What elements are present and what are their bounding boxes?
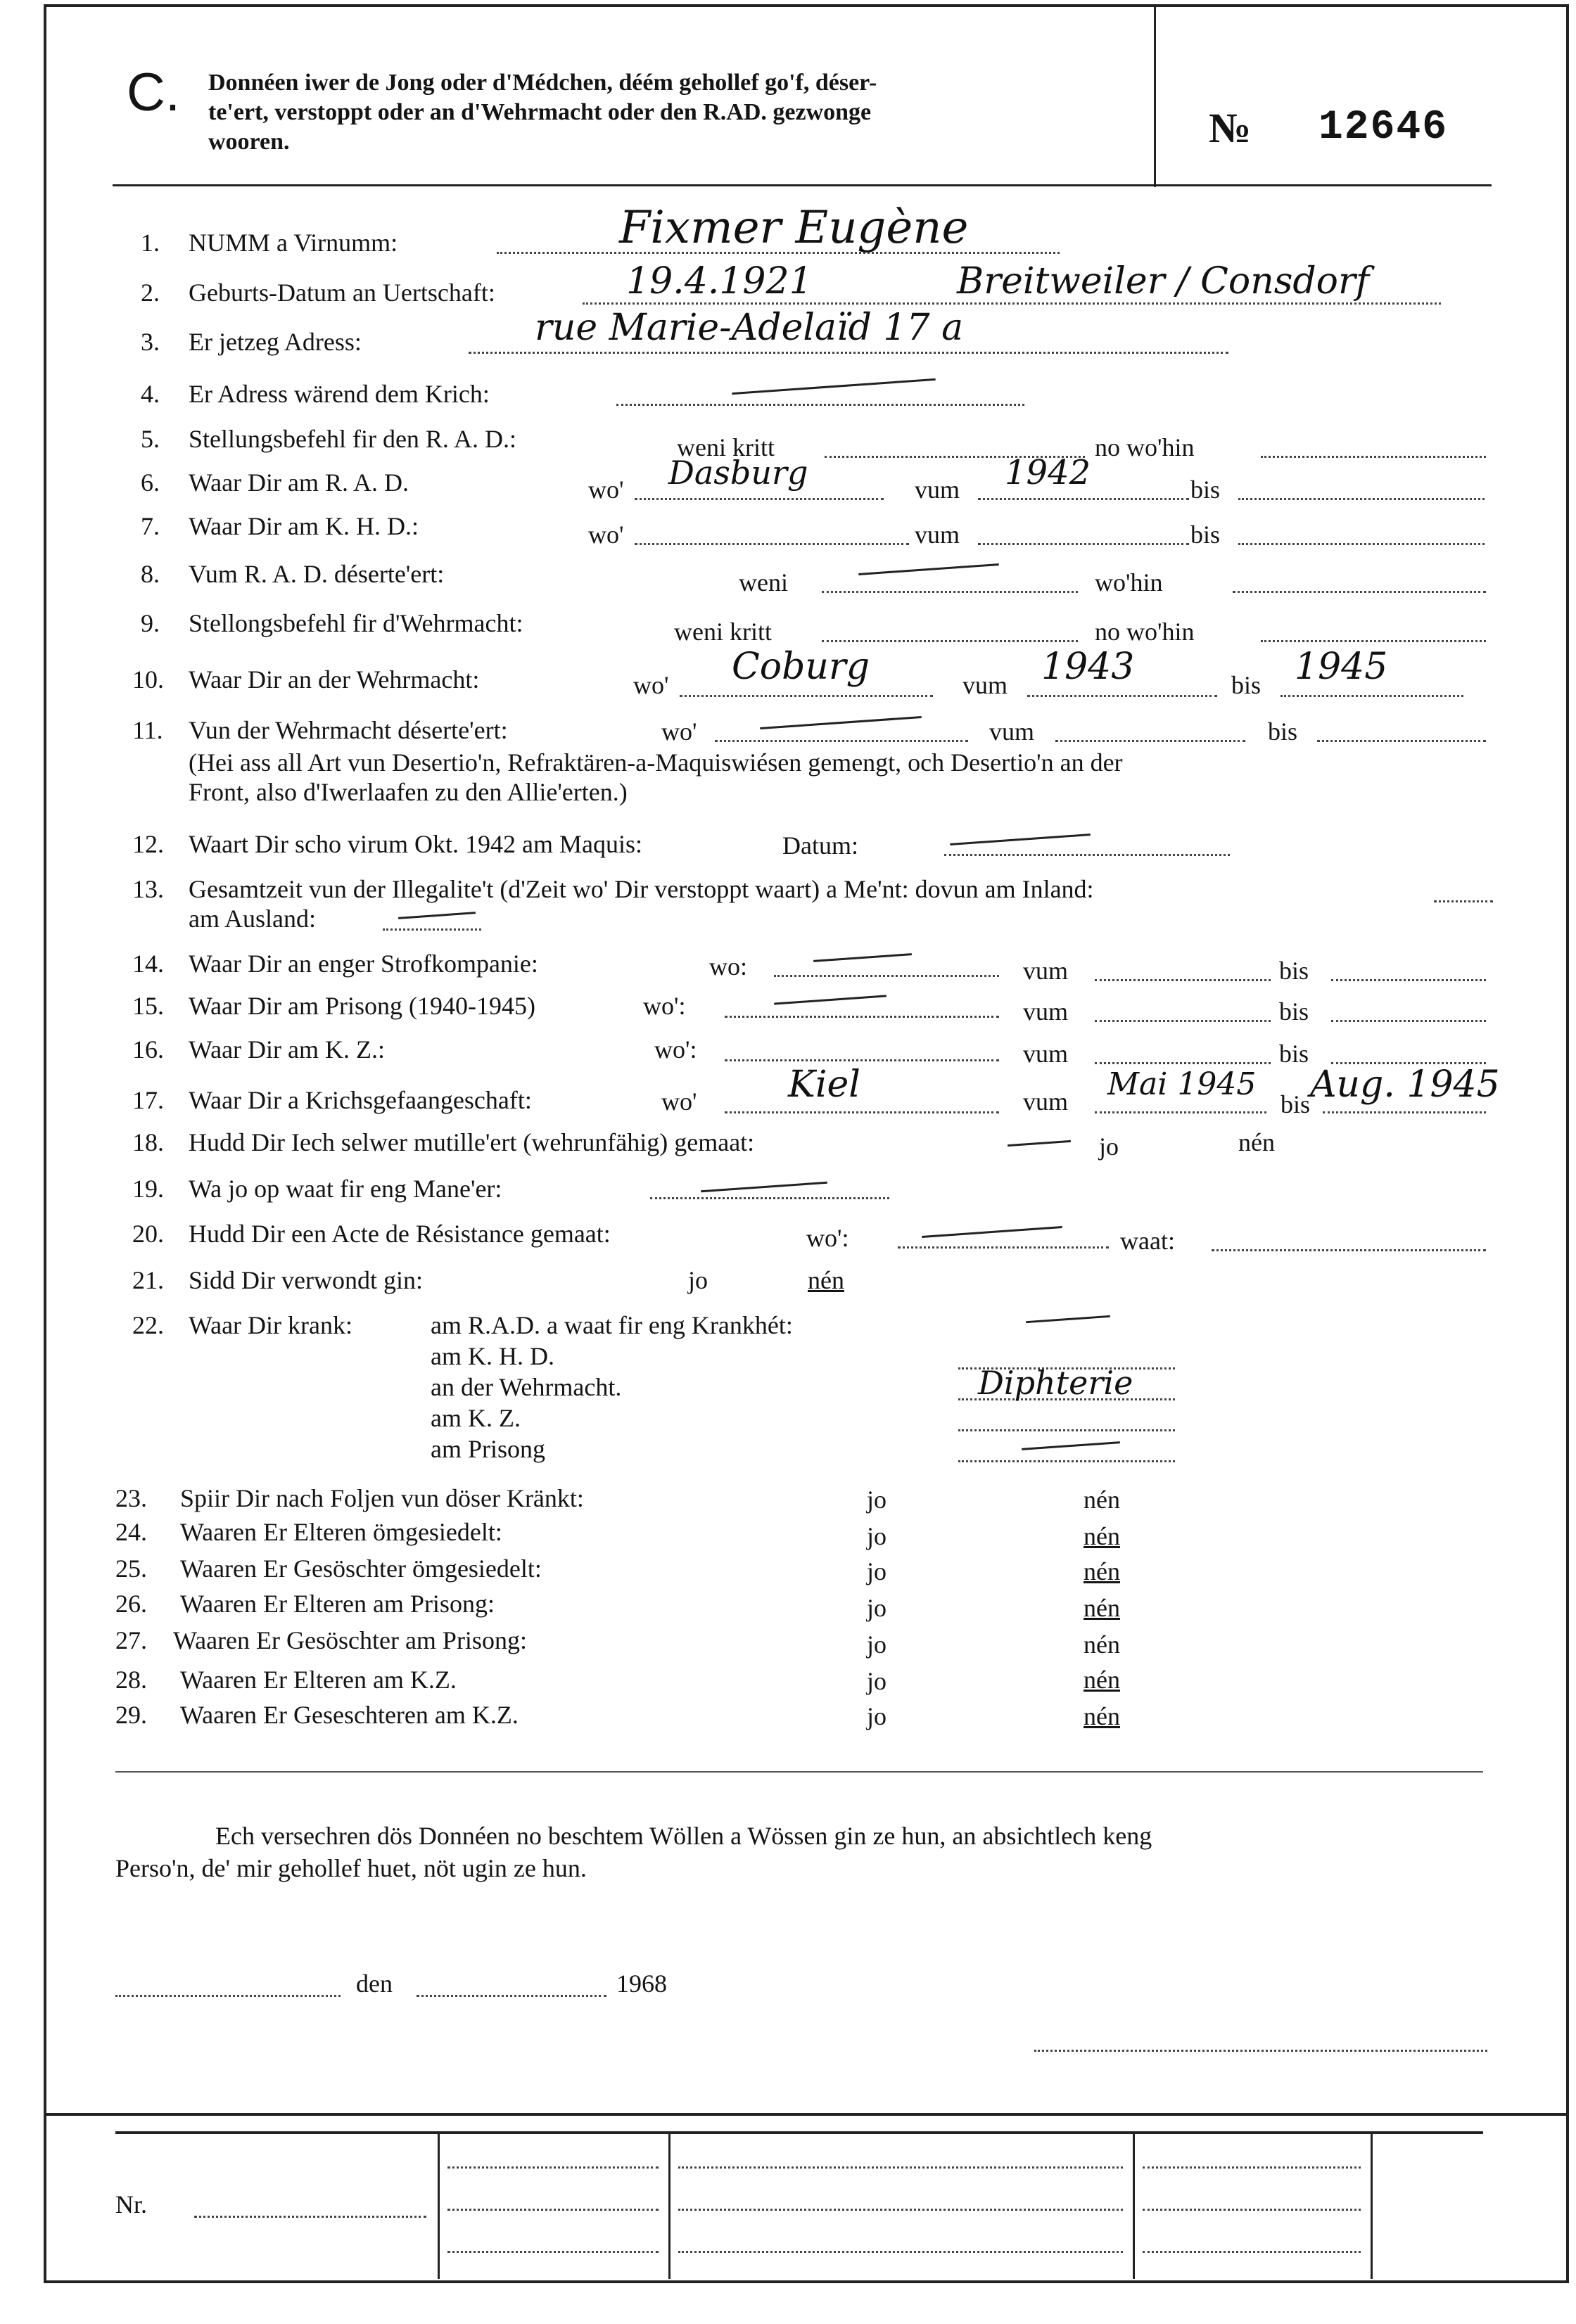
row-22-sub-3: an der Wehrmacht. bbox=[431, 1373, 622, 1401]
row-7-field-c[interactable] bbox=[1238, 543, 1485, 545]
row-24-a: jo bbox=[867, 1522, 887, 1550]
footer-col-1 bbox=[438, 2131, 440, 2279]
row-12-a: Datum: bbox=[782, 831, 858, 860]
row-29-a: jo bbox=[867, 1702, 887, 1730]
header-line-2: te'ert, verstoppt oder an d'Wehrmacht oder den R.AD. gezwonge bbox=[208, 99, 872, 125]
row-2-birth-place: Breitweiler / Consdorf bbox=[957, 260, 1370, 302]
row-17-field-a[interactable] bbox=[725, 1111, 999, 1113]
row-15-field-b[interactable] bbox=[1095, 1020, 1271, 1022]
row-24-label: Waaren Er Elteren ömgesiedelt: bbox=[180, 1518, 502, 1546]
row-25-label: Waaren Er Gesöschter ömgesiedelt: bbox=[180, 1554, 542, 1583]
footer-nr-label: Nr. bbox=[115, 2190, 147, 2218]
row-27-label: Waaren Er Gesöschter am Prisong: bbox=[173, 1626, 527, 1654]
number-symbol: № bbox=[1209, 105, 1252, 151]
row-6-field-b[interactable] bbox=[978, 498, 1189, 500]
footer-c1-line2[interactable] bbox=[447, 2209, 659, 2211]
declaration-rule bbox=[115, 1771, 1483, 1773]
header-line-3: wooren. bbox=[208, 129, 290, 155]
signature-field[interactable] bbox=[1034, 2050, 1487, 2052]
row-5-a: weni kritt bbox=[677, 433, 775, 461]
footer-c3-line2[interactable] bbox=[1143, 2209, 1361, 2211]
row-13-num: 13. bbox=[132, 875, 164, 903]
row-10-field-a[interactable] bbox=[680, 695, 933, 697]
row-6-c: bis bbox=[1190, 475, 1221, 504]
footer-col-3 bbox=[1133, 2131, 1135, 2279]
date-den: den bbox=[356, 1969, 393, 1998]
row-10-from: 1943 bbox=[1041, 646, 1135, 688]
row-8-b: wo'hin bbox=[1095, 568, 1163, 596]
footer-c3-line3[interactable] bbox=[1143, 2251, 1361, 2253]
form-number: 12646 bbox=[1318, 105, 1449, 151]
row-28-a: jo bbox=[867, 1667, 887, 1695]
footer-c1-line3[interactable] bbox=[447, 2251, 659, 2253]
header-rule bbox=[113, 184, 1492, 186]
row-16-a: wo': bbox=[654, 1035, 697, 1064]
row-16-c: bis bbox=[1279, 1040, 1309, 1068]
row-15-c: bis bbox=[1279, 997, 1309, 1026]
row-2-num: 2. bbox=[141, 279, 160, 307]
row-17-field-c[interactable] bbox=[1323, 1111, 1486, 1113]
row-5-label: Stellungsbefehl fir den R. A. D.: bbox=[189, 425, 516, 453]
row-17-num: 17. bbox=[132, 1086, 164, 1114]
row-13-field-inland[interactable] bbox=[1434, 900, 1493, 902]
row-14-a: wo: bbox=[709, 952, 747, 981]
date-year: 1968 bbox=[616, 1969, 667, 1998]
row-11-num: 11. bbox=[132, 716, 163, 744]
footer-nr-field[interactable] bbox=[194, 2216, 426, 2218]
row-23-num: 23. bbox=[115, 1484, 147, 1512]
footer-c1-line1[interactable] bbox=[447, 2166, 659, 2169]
footer-col-4 bbox=[1371, 2131, 1373, 2279]
row-17-to: Aug. 1945 bbox=[1310, 1064, 1500, 1106]
row-14-field-a[interactable] bbox=[774, 975, 999, 977]
footer-c2-line3[interactable] bbox=[678, 2251, 1123, 2253]
row-20-num: 20. bbox=[132, 1220, 164, 1248]
row-6-field-a[interactable] bbox=[635, 498, 884, 500]
row-22-field-prisong[interactable] bbox=[958, 1460, 1175, 1462]
row-3-field[interactable] bbox=[469, 352, 1228, 354]
row-17-from: Mai 1945 bbox=[1107, 1066, 1257, 1102]
row-17-c: bis bbox=[1280, 1090, 1311, 1118]
row-1-num: 1. bbox=[141, 229, 160, 257]
row-13-label: Gesamtzeit vun der Illegalite't (d'Zeit wo' Dir verstoppt waart) a Me'nt: dovun am Inland: bbox=[189, 875, 1094, 903]
row-10-c: bis bbox=[1231, 671, 1262, 699]
row-23-label: Spiir Dir nach Foljen vun döser Kränkt: bbox=[180, 1484, 584, 1512]
row-15-b: vum bbox=[1023, 997, 1069, 1026]
row-4-field[interactable] bbox=[616, 404, 1024, 406]
row-16-field-a[interactable] bbox=[725, 1059, 999, 1061]
row-20-b: waat: bbox=[1120, 1227, 1175, 1255]
row-15-field-a[interactable] bbox=[725, 1016, 999, 1018]
row-15-a: wo': bbox=[643, 992, 686, 1020]
row-16-b: vum bbox=[1023, 1040, 1069, 1068]
row-8-label: Vum R. A. D. déserte'ert: bbox=[189, 560, 445, 588]
row-7-b: vum bbox=[915, 521, 960, 549]
row-24-b: nén bbox=[1084, 1522, 1120, 1550]
row-29-label: Waaren Er Geseschteren am K.Z. bbox=[180, 1701, 519, 1729]
row-10-num: 10. bbox=[132, 665, 164, 694]
row-9-b: no wo'hin bbox=[1095, 618, 1195, 646]
row-27-a: jo bbox=[867, 1630, 887, 1659]
row-11-note-2: Front, also d'Iwerlaafen zu den Allie'erten.) bbox=[189, 778, 628, 806]
row-28-label: Waaren Er Elteren am K.Z. bbox=[180, 1666, 457, 1694]
row-14-field-c[interactable] bbox=[1331, 979, 1486, 981]
row-5-num: 5. bbox=[141, 425, 160, 453]
row-6-a: wo' bbox=[588, 475, 624, 504]
row-19-num: 19. bbox=[132, 1175, 164, 1203]
row-10-label: Waar Dir an der Wehrmacht: bbox=[189, 665, 480, 694]
row-6-from: 1942 bbox=[1005, 453, 1091, 492]
row-6-field-c[interactable] bbox=[1238, 498, 1485, 500]
row-26-label: Waaren Er Elteren am Prisong: bbox=[180, 1590, 495, 1618]
row-11-field-a[interactable] bbox=[715, 740, 968, 742]
row-11-a: wo' bbox=[661, 717, 697, 746]
row-11-note-1: (Hei ass all Art vun Desertio'n, Refraktären-a-Maquiswiésen gemengt, och Desertio'n an der bbox=[189, 748, 1123, 777]
row-27-num: 27. bbox=[115, 1626, 147, 1654]
row-4-num: 4. bbox=[141, 380, 160, 408]
row-28-num: 28. bbox=[115, 1666, 147, 1694]
row-26-b: nén bbox=[1084, 1594, 1120, 1622]
row-1-name: Fixmer Eugène bbox=[619, 202, 969, 254]
row-20-a: wo': bbox=[806, 1224, 849, 1252]
row-15-num: 15. bbox=[132, 992, 164, 1020]
row-8-field-a[interactable] bbox=[822, 591, 1078, 593]
row-6-where: Dasburg bbox=[668, 454, 808, 492]
row-7-a: wo' bbox=[588, 521, 624, 549]
header-line-1: Donnéen iwer de Jong oder d'Médchen, déém gehollef go'f, déser- bbox=[208, 70, 877, 96]
row-14-b: vum bbox=[1023, 957, 1069, 985]
row-8-field-b[interactable] bbox=[1233, 591, 1486, 593]
row-5-field-b[interactable] bbox=[1261, 456, 1486, 458]
declaration-line-2: Perso'n, de' mir gehollef huet, nöt ugin ze hun. bbox=[115, 1854, 587, 1882]
row-10-b: vum bbox=[962, 671, 1008, 699]
row-21-a: jo bbox=[688, 1266, 708, 1294]
row-6-label: Waar Dir am R. A. D. bbox=[189, 468, 409, 497]
row-17-a: wo' bbox=[661, 1087, 697, 1116]
row-18-label: Hudd Dir Iech selwer mutille'ert (wehrunfähig) gemaat: bbox=[189, 1128, 755, 1156]
row-17-where: Kiel bbox=[788, 1064, 860, 1106]
row-15-label: Waar Dir am Prisong (1940-1945) bbox=[189, 992, 535, 1020]
date-field[interactable] bbox=[417, 1995, 606, 1997]
row-2-label: Geburts-Datum an Uertschaft: bbox=[189, 279, 495, 307]
row-10-to: 1945 bbox=[1295, 646, 1388, 688]
row-7-c: bis bbox=[1190, 521, 1221, 549]
row-7-num: 7. bbox=[141, 512, 160, 540]
row-18-a: jo bbox=[1099, 1132, 1119, 1161]
row-25-num: 25. bbox=[115, 1554, 147, 1583]
row-9-field-b[interactable] bbox=[1261, 640, 1486, 642]
row-29-num: 29. bbox=[115, 1701, 147, 1729]
row-22-sub-2: am K. H. D. bbox=[431, 1342, 554, 1370]
row-20-field-b[interactable] bbox=[1212, 1249, 1486, 1251]
row-7-label: Waar Dir am K. H. D.: bbox=[189, 512, 419, 540]
row-16-label: Waar Dir am K. Z.: bbox=[189, 1035, 385, 1064]
row-12-label: Waart Dir scho virum Okt. 1942 am Maquis: bbox=[189, 830, 642, 858]
row-22-sub-4: am K. Z. bbox=[431, 1404, 521, 1432]
row-18-num: 18. bbox=[132, 1128, 164, 1156]
row-11-b: vum bbox=[989, 717, 1035, 746]
row-14-label: Waar Dir an enger Strofkompanie: bbox=[189, 950, 538, 978]
row-12-num: 12. bbox=[132, 830, 164, 858]
row-6-num: 6. bbox=[141, 468, 160, 497]
row-7-field-a[interactable] bbox=[635, 543, 909, 545]
row-23-b: nén bbox=[1084, 1486, 1120, 1514]
place-field[interactable] bbox=[115, 1995, 341, 1997]
row-25-b: nén bbox=[1084, 1557, 1120, 1585]
row-10-field-c[interactable] bbox=[1280, 695, 1463, 697]
footer-c2-line2[interactable] bbox=[678, 2209, 1123, 2211]
section-letter: C. bbox=[127, 63, 180, 122]
row-3-address: rue Marie-Adelaïd 17 a bbox=[535, 307, 964, 349]
row-22-sub-1: am R.A.D. a waat fir eng Krankhét: bbox=[431, 1311, 793, 1339]
row-14-c: bis bbox=[1279, 957, 1309, 985]
row-11-field-c[interactable] bbox=[1317, 740, 1486, 742]
row-13-cont: am Ausland: bbox=[189, 905, 316, 933]
row-13-field-ausland[interactable] bbox=[383, 928, 481, 931]
footer-c3-line1[interactable] bbox=[1143, 2166, 1361, 2169]
row-25-a: jo bbox=[867, 1557, 887, 1585]
row-4-label: Er Adress wärend dem Krich: bbox=[189, 380, 490, 408]
row-17-field-b[interactable] bbox=[1095, 1111, 1266, 1113]
row-10-field-b[interactable] bbox=[1027, 695, 1217, 697]
row-9-field-a[interactable] bbox=[822, 640, 1078, 642]
row-28-b: nén bbox=[1084, 1666, 1120, 1694]
row-20-field-a[interactable] bbox=[898, 1246, 1109, 1249]
row-21-b: nén bbox=[808, 1266, 844, 1294]
header-divider bbox=[1154, 7, 1156, 187]
row-22-field-kz[interactable] bbox=[958, 1429, 1175, 1431]
declaration-line-1: Ech versechren dös Donnéen no beschtem Wöllen a Wössen gin ze hun, an absichtlech keng bbox=[215, 1822, 1152, 1850]
row-17-label: Waar Dir a Krichsgefaangeschaft: bbox=[189, 1086, 532, 1114]
row-14-num: 14. bbox=[132, 950, 164, 978]
row-2-birth-date: 19.4.1921 bbox=[626, 260, 813, 302]
row-16-field-b[interactable] bbox=[1095, 1062, 1271, 1064]
row-14-field-b[interactable] bbox=[1095, 979, 1271, 981]
row-26-num: 26. bbox=[115, 1590, 147, 1618]
row-11-field-b[interactable] bbox=[1055, 740, 1245, 742]
row-22-label: Waar Dir krank: bbox=[189, 1311, 352, 1339]
row-26-a: jo bbox=[867, 1594, 887, 1622]
footer-rule-top bbox=[46, 2113, 1566, 2116]
row-19-label: Wa jo op waat fir eng Mane'er: bbox=[189, 1175, 502, 1203]
row-3-num: 3. bbox=[141, 328, 160, 356]
row-10-a: wo' bbox=[633, 671, 669, 699]
footer-c2-line1[interactable] bbox=[678, 2166, 1123, 2169]
row-12-field[interactable] bbox=[944, 854, 1230, 856]
row-16-num: 16. bbox=[132, 1035, 164, 1064]
row-22-sub-5: am Prisong bbox=[431, 1435, 546, 1463]
row-2-field[interactable] bbox=[583, 302, 1441, 305]
row-11-c: bis bbox=[1268, 717, 1298, 746]
row-23-a: jo bbox=[867, 1486, 887, 1514]
row-8-a: weni bbox=[739, 568, 788, 596]
row-18-b: nén bbox=[1238, 1128, 1275, 1156]
row-24-num: 24. bbox=[115, 1518, 147, 1546]
row-10-where: Coburg bbox=[732, 646, 870, 688]
row-9-a: weni kritt bbox=[674, 618, 772, 646]
row-7-field-b[interactable] bbox=[978, 543, 1189, 545]
row-1-label: NUMM a Virnumm: bbox=[189, 229, 398, 257]
row-22-illness: Diphterie bbox=[978, 1364, 1133, 1402]
footer-rule-2 bbox=[115, 2131, 1483, 2134]
row-9-num: 9. bbox=[141, 609, 160, 637]
row-5-b: no wo'hin bbox=[1095, 433, 1195, 461]
row-20-label: Hudd Dir een Acte de Résistance gemaat: bbox=[189, 1220, 611, 1248]
row-9-label: Stellongsbefehl fir d'Wehrmacht: bbox=[189, 609, 523, 637]
row-8-num: 8. bbox=[141, 560, 160, 588]
row-22-num: 22. bbox=[132, 1311, 164, 1339]
row-6-b: vum bbox=[915, 475, 960, 504]
row-21-num: 21. bbox=[132, 1266, 164, 1294]
row-27-b: nén bbox=[1084, 1630, 1120, 1659]
row-29-b: nén bbox=[1084, 1702, 1120, 1730]
footer-col-2 bbox=[668, 2131, 671, 2279]
row-15-field-c[interactable] bbox=[1331, 1020, 1486, 1022]
row-19-field[interactable] bbox=[650, 1197, 889, 1199]
row-11-label: Vun der Wehrmacht déserte'ert: bbox=[189, 716, 508, 744]
row-21-label: Sidd Dir verwondt gin: bbox=[189, 1266, 423, 1294]
row-3-label: Er jetzeg Adress: bbox=[189, 328, 362, 356]
row-17-b: vum bbox=[1023, 1087, 1069, 1116]
